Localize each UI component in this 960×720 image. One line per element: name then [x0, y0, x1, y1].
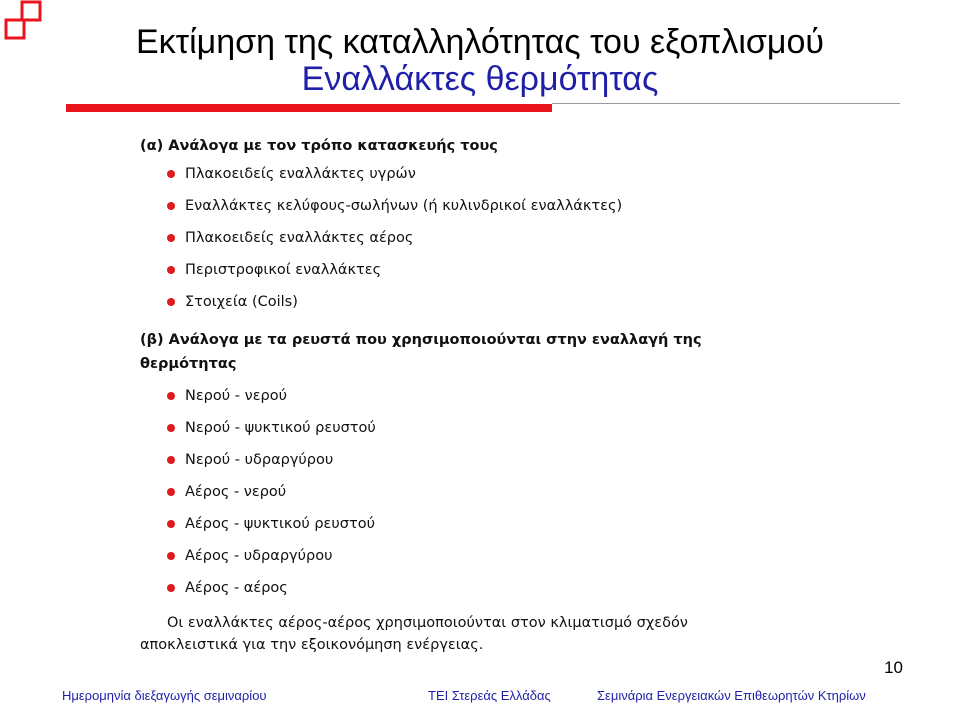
bullet-icon: [167, 266, 175, 274]
list-item: Αέρος - υδραργύρου: [140, 540, 760, 572]
footer-seminar: Σεμινάρια Ενεργειακών Επιθεωρητών Κτηρίων: [597, 688, 866, 703]
bullet-icon: [167, 520, 175, 528]
section-b-heading: (β) Ανάλογα με τα ρευστά που χρησιμοποιούνται στην εναλλαγή της θερμότητας: [140, 332, 702, 372]
bullet-icon: [167, 552, 175, 560]
list-item: Πλακοειδείς εναλλάκτες αέρος: [140, 222, 760, 254]
title-accent-bar: [66, 104, 552, 112]
bullet-icon: [167, 392, 175, 400]
slide-subtitle: Εναλλάκτες θερμότητας: [301, 60, 659, 98]
bullet-icon: [167, 424, 175, 432]
section-b-list: [140, 380, 760, 604]
bullet-icon: [167, 488, 175, 496]
bullet-icon: [167, 456, 175, 464]
note-paragraph: [140, 612, 760, 656]
bullet-icon: [167, 298, 175, 306]
list-item: Νερού - υδραργύρου: [140, 444, 760, 476]
list-item: Νερού - νερού: [140, 380, 760, 412]
note-line-1: Οι εναλλάκτες αέρος-αέρος χρησιμοποιούνται στον κλιματισμό σχεδόν: [167, 615, 688, 631]
list-item: Περιστροφικοί εναλλάκτες: [140, 254, 760, 286]
page-number: 10: [884, 658, 903, 677]
list-item: Στοιχεία (Coils): [140, 286, 760, 318]
bullet-icon: [167, 202, 175, 210]
section-a-heading: (α) Ανάλογα με τον τρόπο κατασκευής τους: [140, 138, 498, 154]
bullet-icon: [167, 170, 175, 178]
footer-institution: ΤΕΙ Στερεάς Ελλάδας: [428, 688, 551, 703]
title-divider-line: [552, 103, 900, 104]
list-item: Αέρος - νερού: [140, 476, 760, 508]
list-item: Αέρος - αέρος: [140, 572, 760, 604]
footer-date: Ημερομηνία διεξαγωγής σεμιναρίου: [62, 688, 267, 703]
slide-content: [140, 134, 760, 656]
bullet-icon: [167, 234, 175, 242]
bullet-icon: [167, 584, 175, 592]
section-a-list: [140, 158, 760, 318]
note-line-2: αποκλειστικά για την εξοικονόμηση ενέργειας.: [140, 637, 484, 653]
list-item: Πλακοειδείς εναλλάκτες υγρών: [140, 158, 760, 190]
list-item: Αέρος - ψυκτικού ρευστού: [140, 508, 760, 540]
list-item: Νερού - ψυκτικού ρευστού: [140, 412, 760, 444]
slide-title: Εκτίμηση της καταλληλότητας του εξοπλισμού: [135, 23, 824, 61]
list-item: Εναλλάκτες κελύφους-σωλήνων (ή κυλινδρικοί εναλλάκτες): [140, 190, 760, 222]
